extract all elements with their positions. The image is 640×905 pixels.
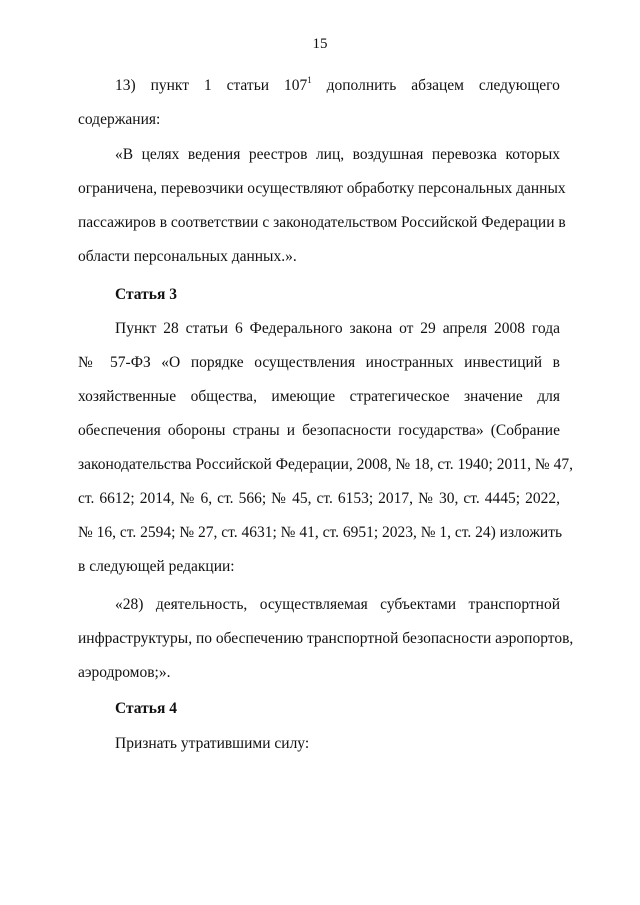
article-3-paragraph <box>78 319 573 591</box>
article-3-heading: Статья 3 <box>115 286 177 303</box>
item-13-line-2: содержания: <box>78 111 161 128</box>
article-3-line: Пункт 28 статьи 6 Федерального закона от 29 апреля 2008 года <box>115 320 560 337</box>
article-3-line: ст. 6612; 2014, № 6, ст. 566; № 45, ст. 6153; 2017, № 30, ст. 4445; 2022, <box>78 490 560 507</box>
item-13-word: пункт <box>150 77 190 94</box>
article-3-quote-line: инфраструктуры, по обеспечению транспортной безопасности аэропортов, <box>78 630 574 647</box>
page-number: 15 <box>312 36 328 52</box>
item-13-number: 13) <box>115 77 136 94</box>
item-13-word: следующего <box>478 77 560 94</box>
article-4-heading: Статья 4 <box>115 700 177 717</box>
item-13-word: дополнить <box>326 77 397 94</box>
article-4-line: Признать утратившими силу: <box>115 735 310 752</box>
article-superscript: 1 <box>307 75 312 85</box>
article-3-quote-line: «28) деятельность, осуществляемая субъектами транспортной <box>115 596 560 613</box>
article-3-quote-line: аэродромов;». <box>78 664 171 681</box>
quote-line: ограничена, перевозчики осуществляют обработку персональных данных <box>78 180 566 197</box>
article-3-quote <box>78 595 574 697</box>
item-13-word: абзацем <box>411 77 464 94</box>
article-reference <box>284 76 312 110</box>
quote-personal-data <box>78 145 566 281</box>
article-3-line: законодательства Российской Федерации, 2008, № 18, ст. 1940; 2011, № 47, <box>78 456 573 473</box>
item-13-word: 1 <box>203 77 212 94</box>
article-3-line: хозяйственные общества, имеющие стратегическое значение для <box>78 388 560 405</box>
item-13-line-1 <box>78 76 560 110</box>
article-3-line: № 16, ст. 2594; № 27, ст. 4631; № 41, ст. 6951; 2023, № 1, ст. 24) изложить <box>78 524 563 541</box>
quote-line: «В целях ведения реестров лиц, воздушная перевозка которых <box>115 146 560 163</box>
article-3-line: в следующей редакции: <box>78 558 235 575</box>
article-number: 107 <box>283 77 308 94</box>
article-3-line: обеспечения обороны страны и безопасности государства» (Собрание <box>78 422 560 439</box>
quote-line: пассажиров в соответствии с законодательством Российской Федерации в <box>78 214 566 231</box>
article-3-line: № 57-ФЗ «О порядке осуществления иностранных инвестиций в <box>78 354 560 371</box>
quote-line: области персональных данных.». <box>78 248 297 265</box>
item-13-paragraph <box>78 76 560 144</box>
item-13-word: статьи <box>226 77 270 94</box>
article-4-paragraph <box>78 734 560 768</box>
